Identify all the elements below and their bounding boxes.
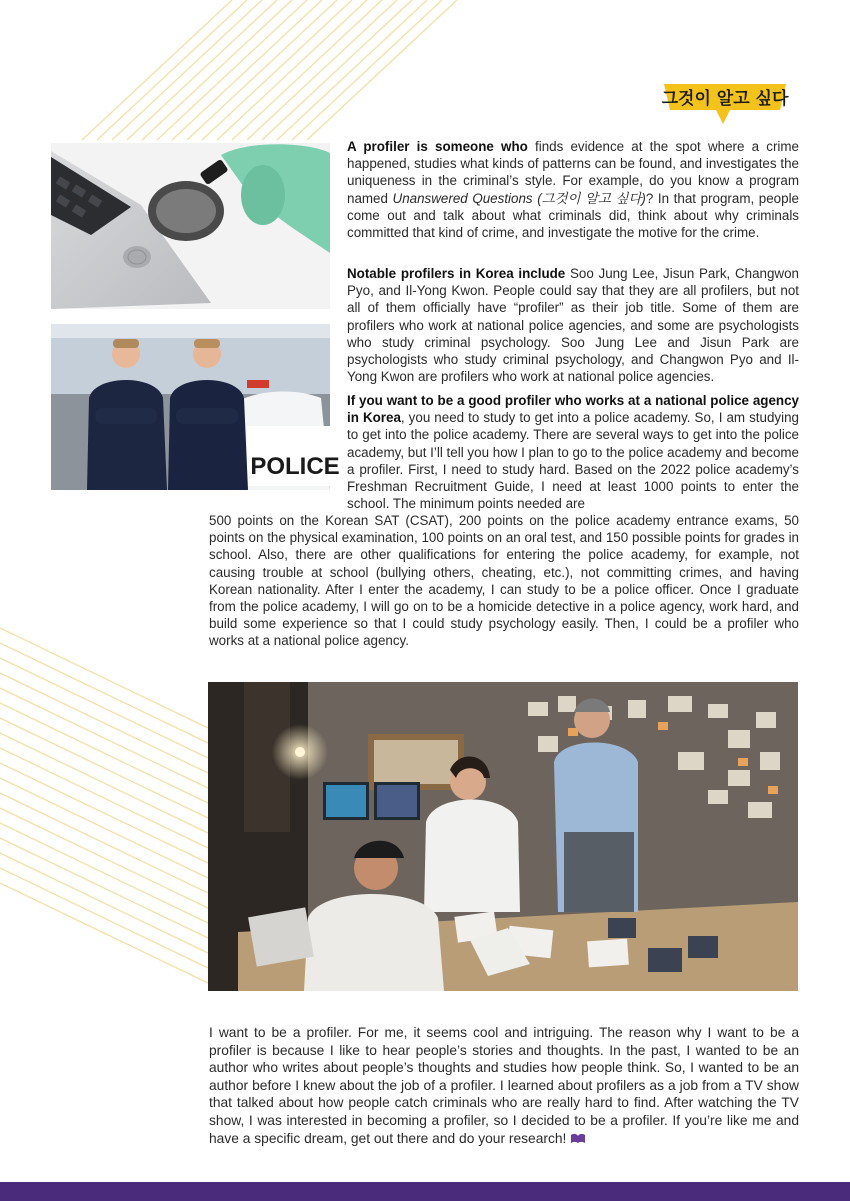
intro-body-1: finds evidence at the spot where a crime happened, studies what kinds of patterns can be found, and investigates the uniqueness in the criminal’s style. For example, do you know a program named [347, 139, 799, 206]
footer-bar [0, 1182, 850, 1201]
police-officers-photo [51, 324, 340, 490]
program-name: Unanswered Questions (그것이 알고 싶다) [392, 190, 646, 206]
notable-profilers-paragraph [347, 265, 799, 385]
intro-lead: A profiler is someone who [347, 139, 528, 154]
police-car-text: POLICE [250, 453, 340, 480]
show-logo [660, 80, 790, 126]
howto-body-wide: 500 points on the Korean SAT (CSAT), 200 points on the police academy entrance exams, 50 points on the physical examination, 100 points on an oral test, and 150 possible points for grades in school. Also, there are other qualifications for entering the police academy, for example, not causing trouble at school (bullying others, cheating, etc.), not committing crimes, and having Korean nationality. After I enter the academy, I can study to be a police officer. Once I graduate from the police academy, I will go on to be a homicide detective in a police agency, work hard, and build some experience so that I could study psychology easily. Then, I could be a profiler who works at a national police agency. [209, 513, 799, 649]
intro-body-2: ? In that program, people come out and talk about what criminals did, think about why criminals committed that kind of crime, and investigate the motive for the crime. [347, 190, 799, 241]
closing-paragraph [209, 1024, 799, 1147]
show-logo-text: 그것이 알고 싶다 [661, 89, 789, 109]
notable-lead: Notable profilers in Korea include [347, 266, 566, 281]
intro-paragraph [347, 138, 799, 241]
notable-body: Soo Jung Lee, Jisun Park, Changwon Pyo, and Il-Yong Kwon. People could say that they are all profilers, but not all of them officially have “profiler” as their job title. Some of them are profilers who work at national police agencies, and some are psychologists who study criminal psychology. Soo Jung Lee and Jisun Park are psychologists who study criminal psychology, and Changwon Pyo and Il-Yong Kwon are profilers who work at national police agencies. [347, 266, 799, 385]
howto-body-top: , you need to study to get into a police academy. So, I am studying to get into the police academy. There are several ways to get into the police academy, but I’ll tell you how I plan to go to the police academy and become a profiler. First, I need to study hard. Based on the 2022 police academy’s Freshman Recruitment Guide, I need at least 1000 points to enter the school. The minimum points needed are [347, 410, 799, 512]
howto-paragraph-wide [209, 512, 799, 650]
howto-lead: If you want to be a good profiler who works at a national police agency in Korea [347, 393, 799, 426]
fingerprint-photo [51, 143, 330, 309]
closing-body: I want to be a profiler. For me, it seems cool and intriguing. The reason why I want to be a profiler is because I like to hear people’s stories and thoughts. In the past, I wanted to be an author who writes about people’s thoughts and studies how people think. So, I wanted to be an author before I knew about the job of a profiler. I learned about profilers as a job from a TV show that talked about how people catch criminals who are really hard to find. After watching the TV show, I was interested in becoming a profiler, so I decided to be a profiler. If you’re like me and have a specific dream, get out there and do your research! [209, 1025, 799, 1146]
howto-paragraph-top [347, 392, 799, 512]
book-icon [570, 1133, 586, 1144]
investigation-room-photo [208, 682, 798, 991]
